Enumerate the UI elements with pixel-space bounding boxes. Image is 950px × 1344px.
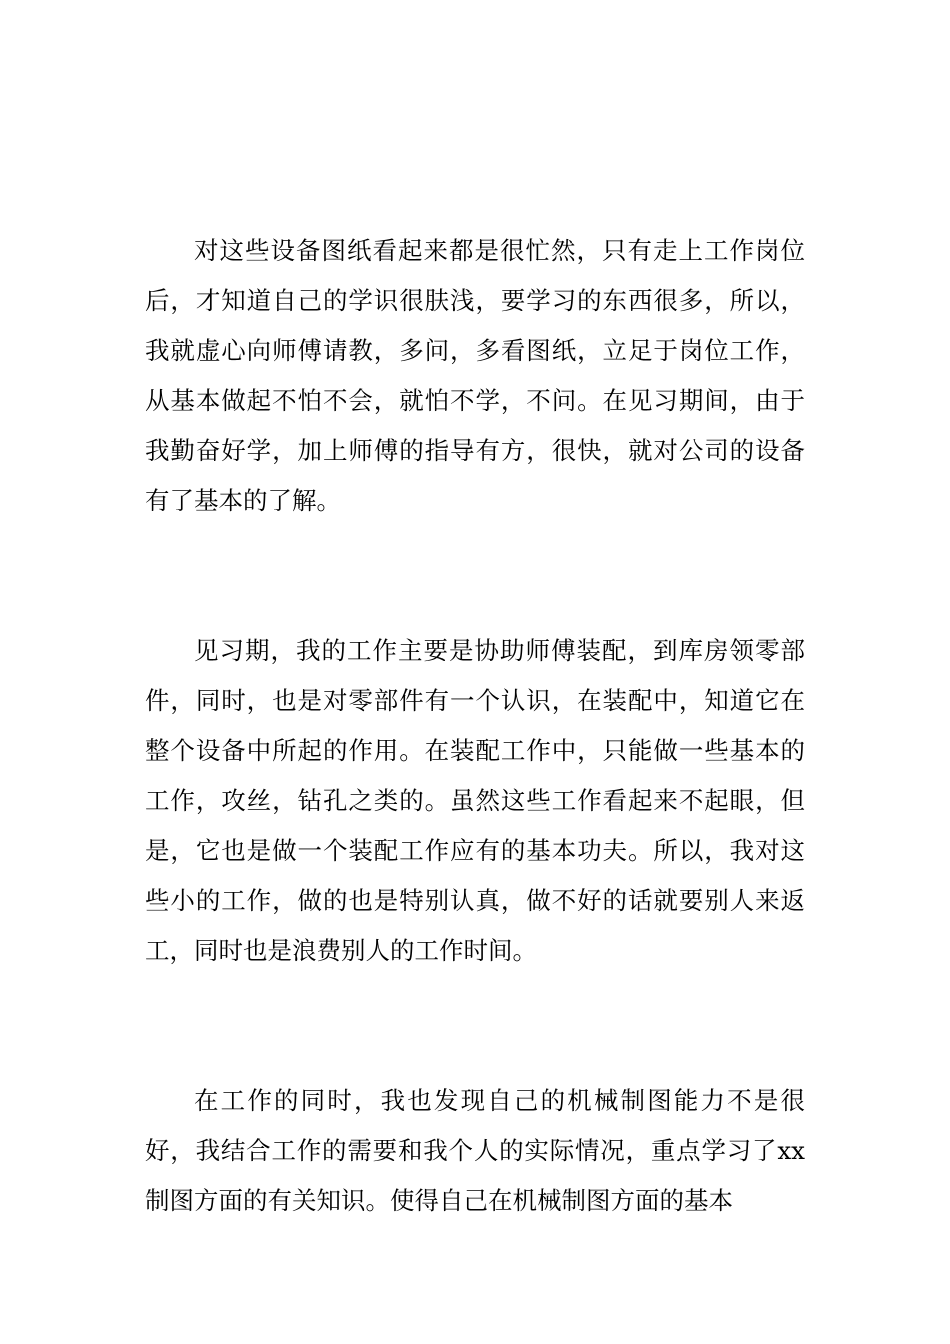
paragraph-1: 对这些设备图纸看起来都是很忙然，只有走上工作岗位后，才知道自己的学识很肤浅，要学习的东西很多，所以，我就虚心向师傅请教，多问，多看图纸，立足于岗位工作，从基本做起不怕不会，就怕不学，不问。在见习期间，由于我勤奋好学，加上师傅的指导有方，很快，就对公司的设备有了基本的了解。 <box>145 236 805 515</box>
document-body <box>145 226 805 1226</box>
paragraph-2: 见习期，我的工作主要是协助师傅装配，到库房领零部件，同时，也是对零部件有一个认识，在装配中，知道它在整个设备中所起的作用。在装配工作中，只能做一些基本的工作，攻丝，钻孔之类的。虽然这些工作看起来不起眼，但是，它也是做一个装配工作应有的基本功夫。所以，我对这些小的工作，做的也是特别认真，做不好的话就要别人来返工，同时也是浪费别人的工作时间。 <box>145 636 805 965</box>
paragraph-3: 在工作的同时，我也发现自己的机械制图能力不是很好，我结合工作的需要和我个人的实际情况，重点学习了xx制图方面的有关知识。使得自己在机械制图方面的基本 <box>145 1086 805 1215</box>
